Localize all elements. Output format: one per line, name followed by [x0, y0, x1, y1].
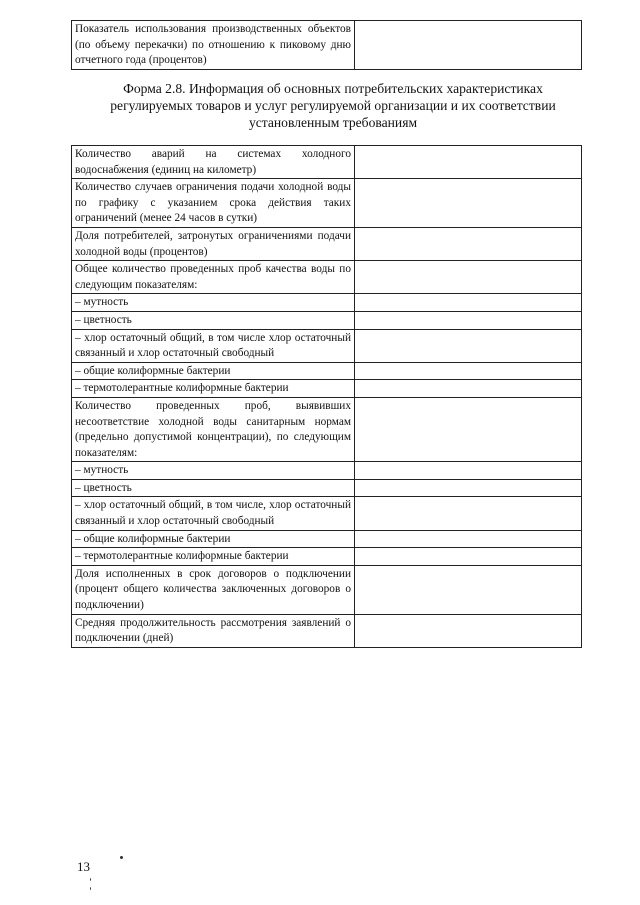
- table-row: [72, 614, 582, 647]
- row-value: [355, 397, 582, 461]
- row-label: Количество случаев ограничения подачи холодной воды по графику с указанием срока действия таких ограничений (менее 24 часов в сутки): [72, 179, 355, 228]
- row-value: [355, 479, 582, 497]
- row-value: [355, 565, 582, 614]
- row-label: – общие колиформные бактерии: [72, 530, 355, 548]
- table-row: [72, 227, 582, 260]
- row-label: Доля исполненных в срок договоров о подключении (процент общего количества заключенных договоров о подключении): [72, 565, 355, 614]
- row-value: [355, 614, 582, 647]
- table-row: [72, 462, 582, 480]
- form-title: Форма 2.8. Информация об основных потребительских характеристиках регулируемых товаров и услуг регулируемой организации и их соответствии установленным требованиям: [110, 81, 556, 130]
- table-row: [72, 21, 582, 70]
- row-label: Количество проведенных проб, выявивших несоответствие холодной воды санитарным нормам (предельно допустимой концентрации), по следующим показателям:: [72, 397, 355, 461]
- row-value: [355, 462, 582, 480]
- consumer-characteristics-table: [71, 145, 582, 648]
- row-value: [355, 329, 582, 362]
- row-value: [355, 261, 582, 294]
- table-row: [72, 146, 582, 179]
- row-label: Показатель использования производственных объектов (по объему перекачки) по отношению к пиковому дню отчетного года (процентов): [72, 21, 355, 70]
- row-label: Общее количество проведенных проб качества воды по следующим показателям:: [72, 261, 355, 294]
- table-row: [72, 329, 582, 362]
- row-label: – мутность: [72, 462, 355, 480]
- row-label: – мутность: [72, 294, 355, 312]
- scan-speck: [90, 878, 91, 881]
- row-label: Средняя продолжительность рассмотрения заявлений о подключении (дней): [72, 614, 355, 647]
- table-row: [72, 497, 582, 530]
- utilization-table: [71, 20, 582, 70]
- row-value: [355, 530, 582, 548]
- page-number: 13: [77, 859, 90, 874]
- table-row: [72, 261, 582, 294]
- table-row: [72, 179, 582, 228]
- table-row: [72, 530, 582, 548]
- row-label: – цветность: [72, 479, 355, 497]
- row-value: [355, 227, 582, 260]
- table-row: [72, 311, 582, 329]
- row-label: Доля потребителей, затронутых ограничениями подачи холодной воды (процентов): [72, 227, 355, 260]
- table-row: [72, 397, 582, 461]
- row-value: [355, 311, 582, 329]
- row-value: [355, 380, 582, 398]
- table-row: [72, 294, 582, 312]
- row-label: – термотолерантные колиформные бактерии: [72, 548, 355, 566]
- table-row: [72, 380, 582, 398]
- row-value: [355, 548, 582, 566]
- row-value: [355, 294, 582, 312]
- row-value: [355, 146, 582, 179]
- scan-speck: [120, 856, 123, 859]
- table-row: [72, 362, 582, 380]
- table-row: [72, 479, 582, 497]
- scan-speck: [90, 887, 91, 890]
- row-value: [355, 179, 582, 228]
- row-label: – цветность: [72, 311, 355, 329]
- table-row: [72, 565, 582, 614]
- row-label: – хлор остаточный общий, в том числе хлор остаточный связанный и хлор остаточный свободный: [72, 329, 355, 362]
- row-label: – общие колиформные бактерии: [72, 362, 355, 380]
- table-row: [72, 548, 582, 566]
- row-label: – термотолерантные колиформные бактерии: [72, 380, 355, 398]
- row-value: [355, 21, 582, 70]
- row-value: [355, 497, 582, 530]
- row-label: Количество аварий на системах холодного водоснабжения (единиц на километр): [72, 146, 355, 179]
- row-value: [355, 362, 582, 380]
- row-label: – хлор остаточный общий, в том числе, хлор остаточный связанный и хлор остаточный свободный: [72, 497, 355, 530]
